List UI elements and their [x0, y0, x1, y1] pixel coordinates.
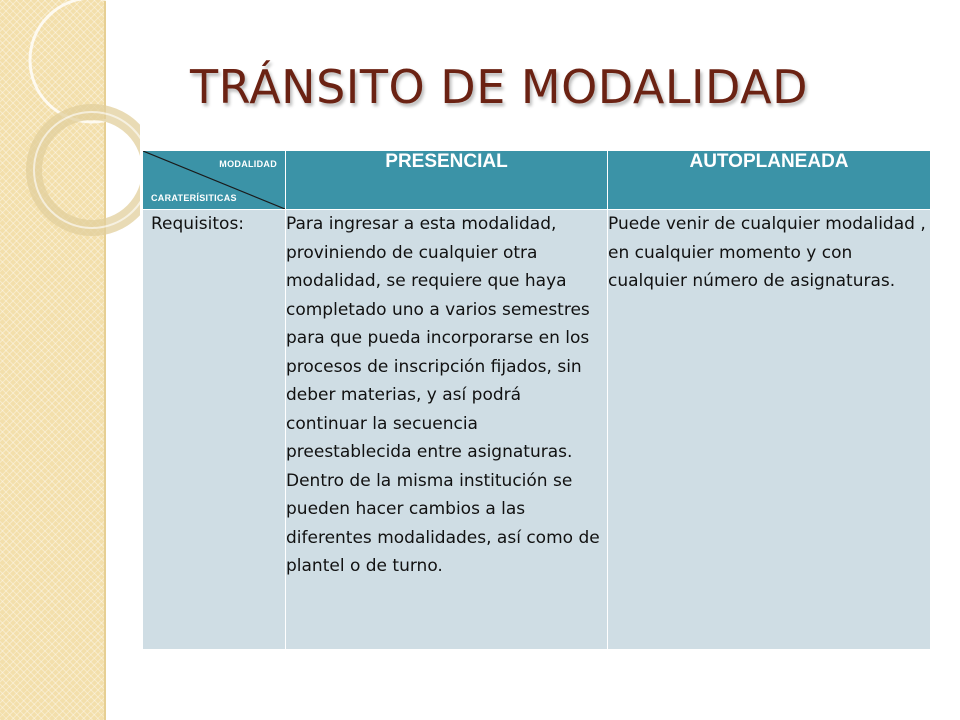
column-header-autoplaneada: AUTOPLANEADA — [608, 151, 931, 210]
presencial-paragraph-1: Para ingresar a esta modalidad, proviniendo de cualquier otra modalidad, se requiere que haya completado uno a varios semestres para que pueda incorporarse en los procesos de inscripción fijados, sin deber materias, y así podrá continuar la secuencia preestablecida entre asignaturas. — [286, 214, 590, 462]
decorative-circles — [0, 0, 140, 300]
row-label-requisitos: Requisitos: — [143, 210, 286, 650]
corner-header-cell — [143, 151, 286, 210]
corner-label-caracteristicas: CARATERÍSITICAS — [151, 193, 237, 203]
presencial-paragraph-2: Dentro de la misma institución se pueden hacer cambios a las diferentes modalidades, así como de plantel o de turno. — [286, 470, 600, 576]
column-header-presencial: PRESENCIAL — [286, 151, 608, 210]
cell-autoplaneada: Puede venir de cualquier modalidad , en cualquier momento y con cualquier número de asignaturas. — [608, 210, 931, 650]
page-title: TRÁNSITO DE MODALIDAD — [190, 60, 809, 114]
corner-label-modalidad: MODALIDAD — [219, 159, 277, 169]
modality-table — [142, 150, 931, 650]
table-header-row — [143, 151, 931, 210]
cell-presencial — [286, 210, 608, 650]
table-row — [143, 210, 931, 650]
